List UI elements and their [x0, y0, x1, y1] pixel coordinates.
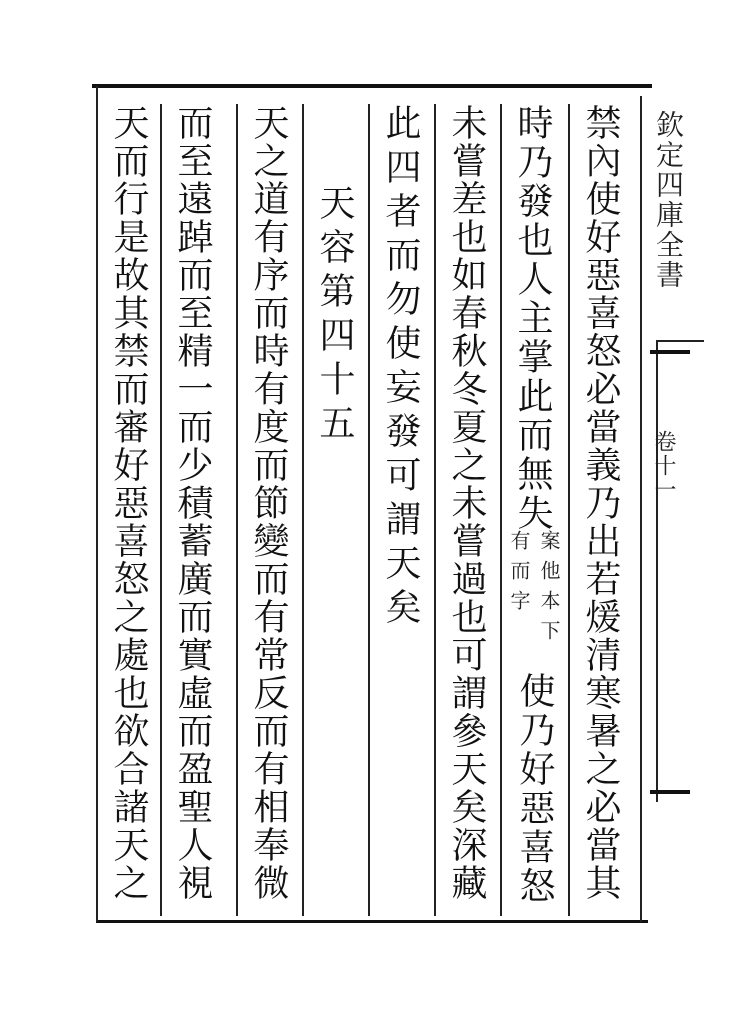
column-rule — [160, 104, 162, 916]
column-rule — [302, 104, 304, 916]
annotation-note: 案他本下有而字 — [507, 530, 561, 650]
volume-number: 卷十一 — [651, 430, 676, 502]
fold-box — [656, 340, 704, 802]
fold-mark — [650, 790, 690, 794]
frame-bottom-border — [96, 920, 648, 923]
text-column: 使乃好惡喜怒 — [514, 672, 555, 906]
column-rule — [368, 104, 370, 916]
text-column: 時乃發也人主掌此而無失 — [512, 104, 553, 533]
column-rule — [434, 104, 436, 916]
text-column: 天之道有序而時有度而節變而有常反而有相奉微 — [248, 104, 289, 902]
text-column: 此四者而勿使妄發可謂天矣 — [380, 104, 421, 632]
column-rule — [568, 104, 570, 916]
column-rule — [500, 104, 502, 916]
frame-left-border — [96, 86, 98, 922]
text-column: 未嘗差也如春秋冬夏之未嘗過也可謂參天矣深藏 — [446, 104, 487, 902]
frame-top-border — [92, 84, 652, 88]
column-rule — [236, 104, 238, 916]
text-column: 而至遠踔而至精一而少積蓄廣而實虛而盈聖人視 — [172, 104, 213, 902]
column-rule — [640, 96, 642, 922]
section-heading: 天容第四十五 — [314, 184, 355, 448]
fold-mark — [650, 350, 690, 354]
text-column: 禁內使好惡喜怒必當義乃出若煖清寒暑之必當其 — [580, 104, 621, 902]
text-column: 天而行是故其禁而審好惡喜怒之處也欲合諸天之 — [108, 104, 149, 902]
book-title: 欽定四庫全書 — [652, 110, 685, 290]
